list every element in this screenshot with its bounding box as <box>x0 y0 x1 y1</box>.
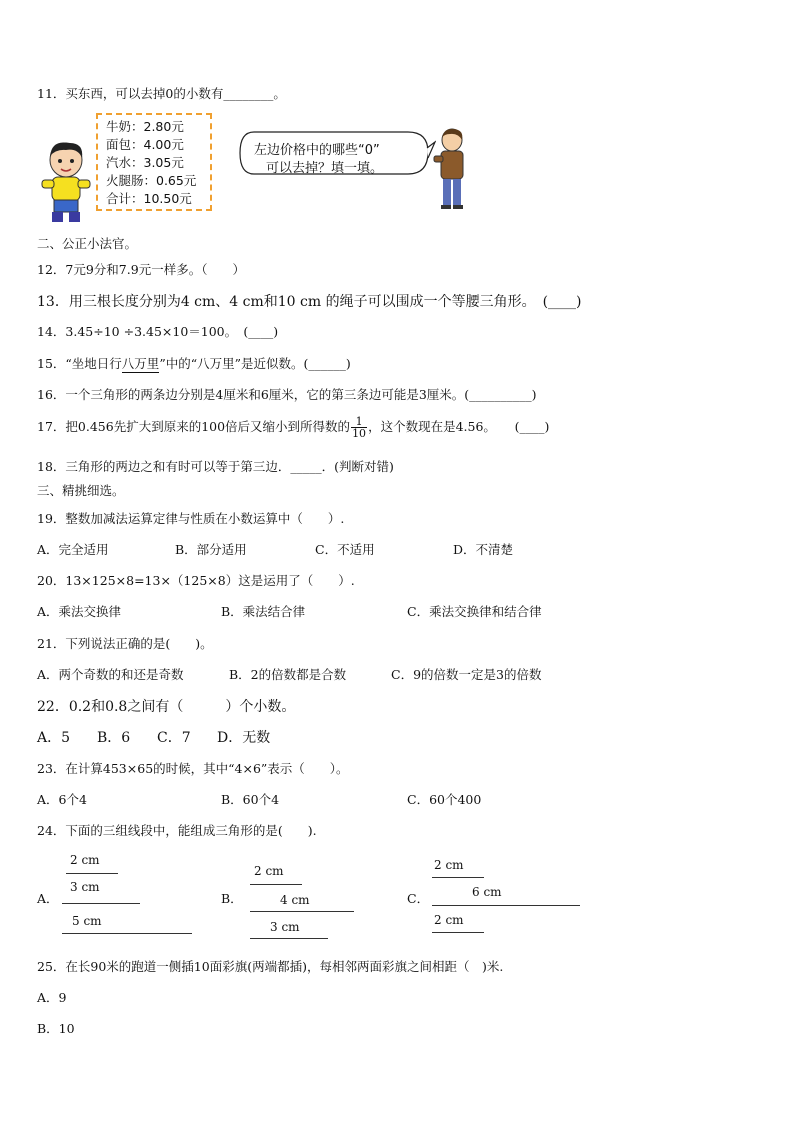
question-25: 25．在长90米的跑道一侧插10面彩旗(两端都插)，每相邻两面彩旗之间相距（ )米. <box>37 959 504 974</box>
option-c[interactable]: C．60个400 <box>407 792 482 807</box>
option-a[interactable]: A．5 <box>37 730 71 746</box>
option-a[interactable]: A．乘法交换律 <box>37 604 122 619</box>
option-c-label[interactable]: C． <box>407 891 430 906</box>
option-a[interactable]: A．两个奇数的和还是奇数 <box>37 667 184 682</box>
speech-line-1: 左边价格中的哪些“0” <box>254 143 380 158</box>
option-b[interactable]: B．6 <box>97 730 131 746</box>
option-c[interactable]: C．不适用 <box>315 542 375 557</box>
section-3-title: 三、精挑细选。 <box>37 483 125 498</box>
question-13: 13．用三根长度分别为4 cm、4 cm和10 cm 的绳子可以围成一个等腰三角形。 (____) <box>37 294 582 310</box>
question-16: 16．一个三角形的两条边分别是4厘米和6厘米，它的第三条边可能是3厘米。(__________) <box>37 387 537 402</box>
option-b[interactable]: B．10 <box>37 1021 75 1036</box>
segment-label: 2 cm <box>254 864 284 878</box>
option-c[interactable]: C．9的倍数一定是3的倍数 <box>391 667 542 682</box>
option-b[interactable]: B．部分适用 <box>175 542 247 557</box>
question-18: 18．三角形的两边之和有时可以等于第三边．_____．(判断对错) <box>37 459 394 474</box>
price-line: 合计：10.50元 <box>106 191 192 206</box>
option-d[interactable]: D．无数 <box>217 730 271 746</box>
question-24: 24．下面的三组线段中，能组成三角形的是( ). <box>37 823 317 838</box>
speech-line-2: 可以去掉？填一填。 <box>266 161 384 176</box>
option-b[interactable]: B．2的倍数都是合数 <box>229 667 347 682</box>
segment-label: 2 cm <box>434 913 464 927</box>
segment-label: 3 cm <box>270 920 300 934</box>
segment-label: 2 cm <box>434 858 464 872</box>
question-19: 19．整数加减法运算定律与性质在小数运算中（ ）. <box>37 511 345 526</box>
option-a[interactable]: A．完全适用 <box>37 542 109 557</box>
segment-line <box>250 938 328 939</box>
q19-options <box>37 540 513 558</box>
segment-label: 2 cm <box>70 853 100 867</box>
segment-label: 6 cm <box>472 885 502 899</box>
teacher-illustration <box>430 128 470 210</box>
price-list-box <box>96 113 212 211</box>
segment-label: 5 cm <box>72 914 102 928</box>
question-12: 12．7元9分和7.9元一样多。（ ） <box>37 262 245 277</box>
section-2-title: 二、公正小法官。 <box>37 236 138 251</box>
price-line: 汽水：3.05元 <box>106 155 184 170</box>
question-14: 14．3.45÷10 ÷3.45×10＝100。 (____) <box>37 324 279 339</box>
option-a-label[interactable]: A． <box>37 891 59 906</box>
question-22: 22．0.2和0.8之间有（ ）个小数。 <box>37 699 296 715</box>
q20-options <box>37 602 542 620</box>
question-21: 21．下列说法正确的是( )。 <box>37 636 213 651</box>
segment-line <box>250 884 302 885</box>
segment-line <box>250 911 354 912</box>
q23-options <box>37 790 481 808</box>
question-17: 17．把0.456先扩大到原来的100倍后又缩小到所得数的 $\frac{1}{10}$ ，这个数现在是4.56。 (____) <box>37 415 550 440</box>
option-c[interactable]: C．7 <box>157 730 191 746</box>
segment-line <box>66 873 118 874</box>
underlined-phrase: 八万里 <box>121 356 160 371</box>
segment-label: 4 cm <box>280 893 310 907</box>
price-line: 牛奶：2.80元 <box>106 119 184 134</box>
segment-line <box>62 933 192 934</box>
segment-label: 3 cm <box>70 880 100 894</box>
question-11: 11．买东西，可以去掉0的小数有________。 <box>37 86 286 101</box>
option-a[interactable]: A．6个4 <box>37 792 87 807</box>
option-b-label[interactable]: B． <box>221 891 243 906</box>
option-b[interactable]: B．60个4 <box>221 792 280 807</box>
q21-options <box>37 665 541 683</box>
option-b[interactable]: B．乘法结合律 <box>221 604 306 619</box>
q22-options <box>37 727 270 747</box>
price-line: 火腿肠：0.65元 <box>106 173 197 188</box>
question-23: 23．在计算453×65的时候，其中“4×6”表示（ ）。 <box>37 761 349 776</box>
option-d[interactable]: D．不清楚 <box>453 542 514 557</box>
price-line: 面包：4.00元 <box>106 137 184 152</box>
segment-line <box>432 932 484 933</box>
question-15: 15．“坐地日行八万里”中的“八万里”是近似数。(______) <box>37 356 351 371</box>
boy-illustration <box>38 140 94 226</box>
fraction-one-tenth: $\frac{1}{10}$ <box>352 415 367 440</box>
segment-line <box>62 903 140 904</box>
segment-line <box>432 905 580 906</box>
option-a[interactable]: A．9 <box>37 990 67 1005</box>
question-20: 20．13×125×8=13×（125×8）这是运用了（ ）. <box>37 573 355 588</box>
option-c[interactable]: C．乘法交换律和结合律 <box>407 604 542 619</box>
segment-line <box>432 877 484 878</box>
